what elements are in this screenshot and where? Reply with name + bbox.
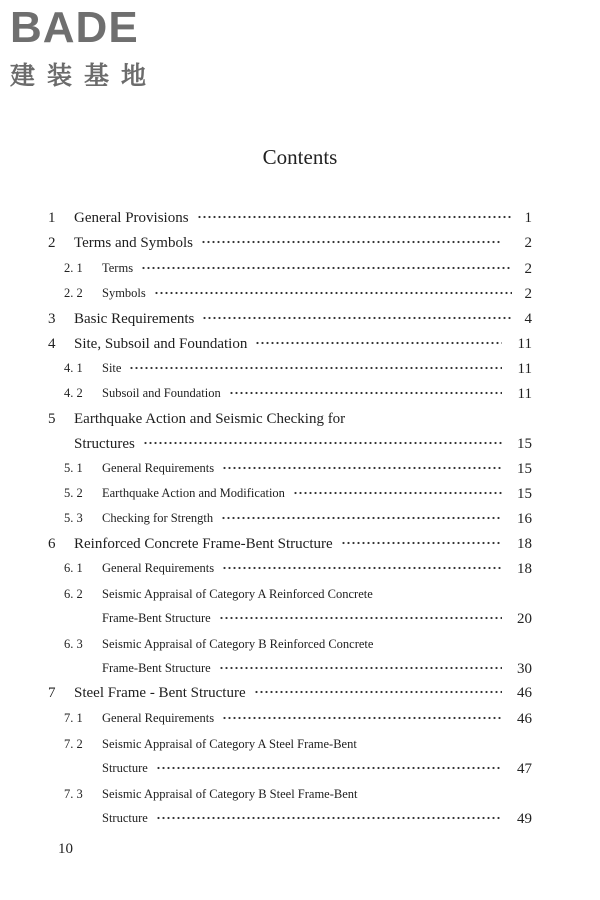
toc-entry-title: Terms and Symbols (74, 235, 193, 251)
toc-entry[interactable] (0, 261, 600, 283)
toc-entry-title: Structure (102, 761, 148, 775)
bade-logo (10, 3, 159, 92)
toc-entry[interactable] (0, 210, 600, 232)
toc-entry-title: Seismic Appraisal of Category B Reinforced Concrete (102, 637, 374, 651)
toc-entry-number: 7. 1 (64, 711, 83, 725)
toc-entry-title: Checking for Strength (102, 511, 214, 525)
toc-entry-number: 5. 2 (64, 486, 83, 500)
toc-entry-page: 30 (517, 661, 532, 677)
toc-entry[interactable] (0, 685, 600, 707)
toc-entry-number: 4 (48, 336, 56, 352)
toc-entry-title: Structures (74, 436, 135, 452)
toc-leader-dots (222, 461, 502, 475)
toc-entry-title: General Requirements (102, 461, 215, 475)
toc-entry-title: Seismic Appraisal of Category A Reinforced Concrete (102, 587, 373, 601)
toc-entry-page: 4 (524, 311, 532, 327)
toc-entry-title: General Provisions (74, 210, 189, 226)
toc-entry-title: Structure (102, 811, 148, 825)
toc-leader-dots (201, 235, 502, 249)
toc-entry[interactable] (0, 361, 600, 383)
toc-entry-number: 2 (48, 235, 56, 251)
toc-entry-number: 4. 2 (64, 386, 83, 400)
toc-entry[interactable] (0, 386, 600, 408)
toc-entry[interactable] (0, 411, 600, 433)
toc-entry-page: 49 (517, 811, 532, 827)
toc-leader-dots (293, 486, 502, 500)
toc-entry-title: Seismic Appraisal of Category A Steel Frame-Bent (102, 737, 357, 751)
toc-entry-page: 46 (517, 685, 532, 701)
logo-chinese-text: 建装基地 (10, 61, 159, 90)
toc-entry-title: Basic Requirements (74, 311, 195, 327)
toc-entry-page: 11 (517, 361, 532, 377)
toc-entry-title: Earthquake Action and Modification (102, 486, 285, 500)
toc-entry-page: 18 (517, 536, 532, 552)
toc-entry[interactable] (0, 561, 600, 583)
page-number: 10 (58, 841, 73, 857)
toc-entry-title: Frame-Bent Structure (102, 611, 211, 625)
toc-entry[interactable] (0, 311, 600, 333)
toc-entry-title: Seismic Appraisal of Category B Steel Frame-Bent (102, 787, 358, 801)
toc-leader-dots (222, 711, 502, 725)
toc-entry[interactable] (0, 486, 600, 508)
toc-entry[interactable] (0, 587, 600, 609)
toc-leader-dots (254, 685, 502, 699)
toc-entry-title: Symbols (102, 286, 146, 300)
toc-entry-number: 5. 3 (64, 511, 83, 525)
toc-entry-page: 11 (517, 386, 532, 402)
toc-entry-page: 20 (517, 611, 532, 627)
toc-entry-number: 5 (48, 411, 56, 427)
toc-leader-dots (141, 261, 512, 275)
toc-entry[interactable] (0, 761, 600, 783)
toc-entry-title: Steel Frame - Bent Structure (74, 685, 246, 701)
toc-leader-dots (341, 536, 502, 550)
toc-leader-dots (222, 561, 502, 575)
toc-entry-page: 1 (524, 210, 532, 226)
toc-entry[interactable] (0, 436, 600, 458)
toc-entry[interactable] (0, 336, 600, 358)
toc-entry[interactable] (0, 611, 600, 633)
toc-entry-title: Frame-Bent Structure (102, 661, 211, 675)
toc-leader-dots (202, 311, 512, 325)
toc-entry-page: 15 (517, 436, 532, 452)
toc-entry-title: Reinforced Concrete Frame-Bent Structure (74, 536, 333, 552)
toc-entry-page: 18 (517, 561, 532, 577)
toc-entry-title: Subsoil and Foundation (102, 386, 221, 400)
toc-entry-page: 15 (517, 461, 532, 477)
toc-entry-number: 6. 3 (64, 637, 83, 651)
toc-leader-dots (154, 286, 512, 300)
toc-entry-number: 6. 2 (64, 587, 83, 601)
toc-entry-title: Earthquake Action and Seismic Checking for (74, 411, 346, 427)
toc-entry-title: Site (102, 361, 122, 375)
toc-entry-page: 2 (524, 286, 532, 302)
toc-entry-title: General Requirements (102, 711, 215, 725)
toc-entry-number: 7 (48, 685, 56, 701)
toc-leader-dots (219, 611, 502, 625)
toc-entry-page: 15 (517, 486, 532, 502)
toc-leader-dots (156, 761, 502, 775)
toc-leader-dots (129, 361, 502, 375)
toc-entry[interactable] (0, 637, 600, 659)
toc-entry[interactable] (0, 235, 600, 257)
toc-leader-dots (221, 511, 502, 525)
toc-entry-number: 2. 1 (64, 261, 83, 275)
toc-entry-page: 47 (517, 761, 532, 777)
toc-leader-dots (197, 210, 512, 224)
toc-entry[interactable] (0, 711, 600, 733)
toc-entry-number: 6 (48, 536, 56, 552)
toc-entry[interactable] (0, 811, 600, 833)
toc-entry-title: General Requirements (102, 561, 215, 575)
logo-brand-text: BADE (10, 3, 139, 52)
toc-entry-number: 6. 1 (64, 561, 83, 575)
toc-entry-number: 2. 2 (64, 286, 83, 300)
toc-entry[interactable] (0, 461, 600, 483)
toc-entry-page: 16 (517, 511, 532, 527)
toc-entry-number: 7. 3 (64, 787, 83, 801)
toc-entry-page: 2 (524, 235, 532, 251)
toc-entry-page: 2 (524, 261, 532, 277)
toc-entry[interactable] (0, 511, 600, 533)
toc-leader-dots (143, 436, 502, 450)
toc-entry-number: 1 (48, 210, 56, 226)
toc-entry-number: 5. 1 (64, 461, 83, 475)
toc-entry-number: 3 (48, 311, 56, 327)
toc-entry[interactable] (0, 787, 600, 809)
toc-leader-dots (219, 661, 502, 675)
toc-entry-page: 46 (517, 711, 532, 727)
toc-leader-dots (229, 386, 502, 400)
toc-entry[interactable] (0, 737, 600, 759)
toc-leader-dots (156, 811, 502, 825)
toc-entry[interactable] (0, 286, 600, 308)
toc-entry[interactable] (0, 661, 600, 683)
toc-entry-page: 11 (517, 336, 532, 352)
toc-entry[interactable] (0, 536, 600, 558)
page-title: Contents (262, 145, 338, 169)
toc-leader-dots (255, 336, 502, 350)
toc-entry-title: Site, Subsoil and Foundation (74, 336, 248, 352)
toc-entry-title: Terms (102, 261, 134, 275)
toc-entry-number: 4. 1 (64, 361, 83, 375)
toc-entry-number: 7. 2 (64, 737, 83, 751)
